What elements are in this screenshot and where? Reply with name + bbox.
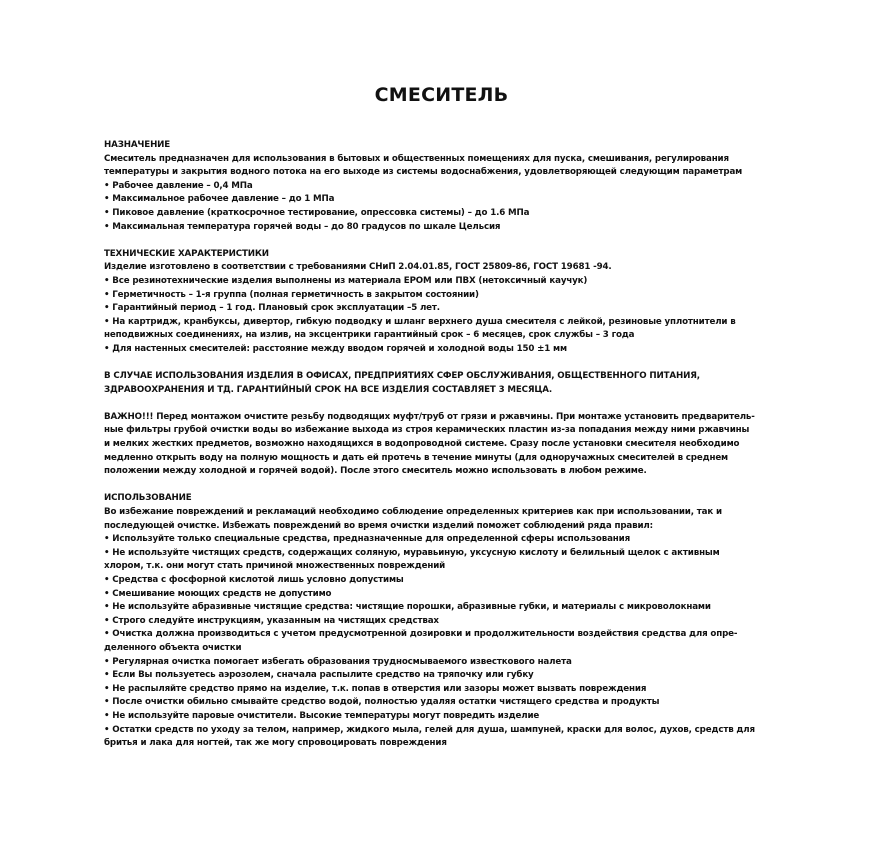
section-warranty-notice [104, 370, 794, 397]
section-important [104, 411, 794, 479]
section-heading: ИСПОЛЬЗОВАНИЕ [104, 493, 192, 504]
text-line: ВАЖНО!!! Перед монтажом очистите резьбу подводящих муфт/труб от грязи и ржавчины. При монтаже установить предваритель- [104, 411, 755, 422]
list-item: • После очистки обильно смывайте средство водой, полностью удаляя остатки чистящего средства и продукты [104, 697, 660, 708]
list-item: • Остатки средств по уходу за телом, например, жидкого мыла, гелей для душа, шампуней, краски для волос, духов, средств для [104, 724, 755, 735]
list-item: • Используйте только специальные средства, предназначенные для определенной сферы использования [104, 534, 631, 545]
list-item: • Пиковое давление (краткосрочное тестирование, опрессовка системы) – до 1.6 МПа [104, 207, 530, 218]
list-item: • Не используйте абразивные чистящие средства: чистящие порошки, абразивные губки, и материалы с микроволокнами [104, 602, 711, 613]
section-usage [104, 492, 794, 750]
section-heading: ТЕХНИЧЕСКИЕ ХАРАКТЕРИСТИКИ [104, 248, 269, 259]
notice-line: ЗДРАВООХРАНЕНИЯ И ТД. ГАРАНТИЙНЫЙ СРОК НА ВСЕ ИЗДЕЛИЯ СОСТАВЛЯЕТ 3 МЕСЯЦА. [104, 384, 553, 395]
text-line: неподвижных соединениях, на излив, на эксцентрики гарантийный срок – 6 месяцев, срок службы – 3 года [104, 330, 635, 341]
text-line: медленно открыть воду на полную мощность и дать ей протечь в течение минуты (для одноручажных смесителей в среднем [104, 452, 729, 463]
page-title: СМЕСИТЕЛЬ [374, 84, 509, 106]
notice-line: В СЛУЧАЕ ИСПОЛЬЗОВАНИЯ ИЗДЕЛИЯ В ОФИСАХ, ПРЕДПРИЯТИЯХ СФЕР ОБСЛУЖИВАНИЯ, ОБЩЕСТВЕННОГО ПИТАНИЯ, [104, 371, 700, 382]
list-item: • Максимальная температура горячей воды – до 80 градусов по шкале Цельсия [104, 221, 501, 232]
list-item: • Не используйте паровые очистители. Высокие температуры могут повредить изделие [104, 710, 540, 721]
list-item: • Рабочее давление – 0,4 МПа [104, 180, 253, 191]
list-item: • Все резинотехнические изделия выполнены из материала EPOM или ПВХ (нетоксичный каучук) [104, 275, 588, 286]
list-item: • Смешивание моющих средств не допустимо [104, 588, 332, 599]
list-item: • Максимальное рабочее давление – до 1 МПа [104, 194, 335, 205]
text-line: и мелких жестких предметов, возможно находящихся в водопроводной системе. Сразу после установки смесителя необходимо [104, 439, 740, 450]
text-line: Изделие изготовлено в соответствии с требованиями СНиП 2.04.01.85, ГОСТ 25809-86, ГОСТ 19681 -94. [104, 262, 612, 273]
text-line: Смеситель предназначен для использования в бытовых и общественных помещениях для пуска, смешивания, регулирования [104, 153, 729, 164]
list-item: • Строго следуйте инструкциям, указанным на чистящих средствах [104, 615, 439, 626]
text-line: бритья и лака для ногтей, так же могу спровоцировать повреждения [104, 738, 447, 749]
text-line: Во избежание повреждений и рекламаций необходимо соблюдение определенных критериев как при использовании, так и [104, 507, 722, 518]
text-line: температуры и закрытия водного потока на его выходе из системы водоснабжения, удовлетворяющей следующим параметрам [104, 167, 743, 178]
section-purpose [104, 139, 794, 234]
text-line: ные фильтры грубой очистки воды во избежание выхода из строя керамических пластин из-за попадания между ними ржавчины [104, 425, 750, 436]
list-item: • Средства с фосфорной кислотой лишь условно допустимы [104, 575, 404, 585]
text-line: хлором, т.к. они могут стать причиной множественных повреждений [104, 561, 446, 572]
list-item: • Регулярная очистка помогает избегать образования трудносмываемого известкового налета [104, 656, 572, 667]
list-item: • На картридж, кранбуксы, дивертор, гибкую подводку и шланг верхнего душа смесителя с лейкой, резиновые уплотнители в [104, 316, 736, 327]
list-item: • Герметичность – 1-я группа (полная герметичность в закрытом состоянии) [104, 289, 479, 300]
text-line: положении между холодной и горячей водой). После этого смеситель можно использовать в любом режиме. [104, 466, 647, 477]
section-specifications [104, 248, 794, 357]
list-item: • Не используйте чистящих средств, содержащих соляную, муравьиную, уксусную кислоту и белильный щелок с активным [104, 547, 720, 558]
text-line: деленного объекта очистки [104, 642, 242, 653]
list-item: • Не распыляйте средство прямо на изделие, т.к. попав в отверстия или зазоры может вызвать повреждения [104, 683, 647, 694]
list-item: • Если Вы пользуетесь аэрозолем, сначала распылите средство на тряпочку или губку [104, 670, 534, 681]
list-item: • Очистка должна производиться с учетом предусмотренной дозировки и продолжительности воздействия средства для опре- [104, 629, 738, 640]
list-item: • Для настенных смесителей: расстояние между вводом горячей и холодной воды 150 ±1 мм [104, 343, 567, 354]
list-item: • Гарантийный период – 1 год. Плановый срок эксплуатации –5 лет. [104, 303, 440, 314]
document-body [104, 139, 794, 764]
text-line: последующей очистке. Избежать повреждений во время очистки изделий поможет соблюдений ряда правил: [104, 520, 653, 531]
section-heading: НАЗНАЧЕНИЕ [104, 140, 171, 150]
